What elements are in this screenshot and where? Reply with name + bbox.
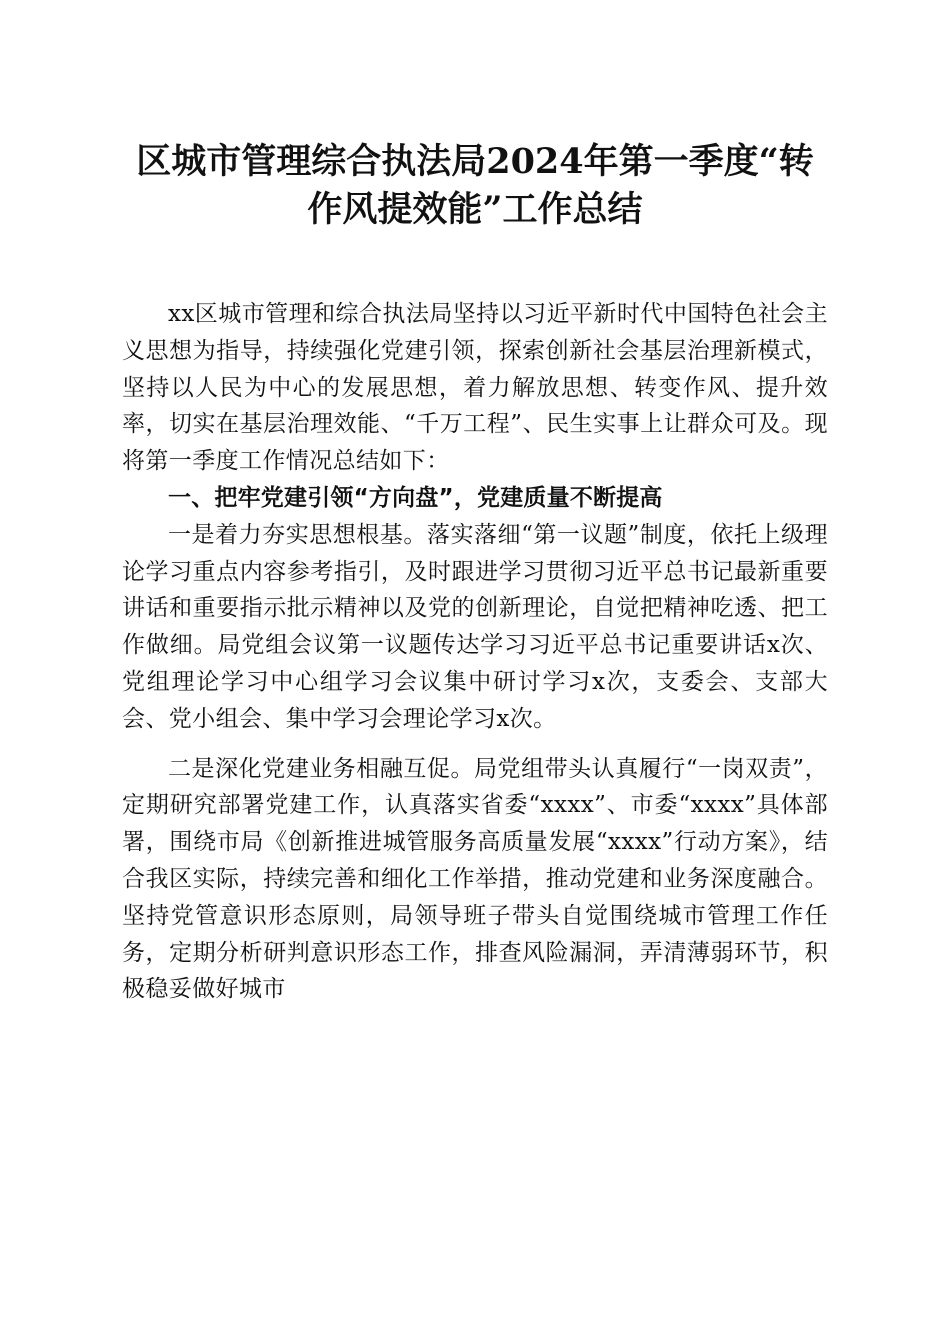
paragraph-2: 二是深化党建业务相融互促。局党组带头认真履行“一岗双责”，定期研究部署党建工作，认真落实省委“xxxx”、市委“xxxx”具体部署，围绕市局《创新推进城管服务高质量发展“xxxx”行动方案》，结合我区实际，持续完善和细化工作举措，推动党建和业务深度融合。坚持党管意识形态原则，局领导班子带头自觉围绕城市管理工作任务，定期分析研判意识形态工作，排查风险漏洞，弄清薄弱环节，积极稳妥做好城市 xyxy=(122,755,828,1003)
title-line-2: 作风提效能”工作总结 xyxy=(307,189,643,230)
title-line-1: 区城市管理综合执法局2024年第一季度“转 xyxy=(136,141,814,182)
document-body xyxy=(122,296,828,1008)
document-title xyxy=(122,138,828,234)
paragraph-gap xyxy=(122,738,828,751)
section-heading-1: 一、把牢党建引领“方向盘”，党建质量不断提高 xyxy=(168,484,663,511)
paragraph-1: 一是着力夯实思想根基。落实落细“第一议题”制度，依托上级理论学习重点内容参考指引，及时跟进学习贯彻习近平总书记最新重要讲话和重要指示批示精神以及党的创新理论，自觉把精神吃透、把工作做细。局党组会议第一议题传达学习习近平总书记重要讲话x次、党组理论学习中心组学习会议集中研讨学习x次，支委会、支部大会、党小组会、集中学习会理论学习x次。 xyxy=(122,521,828,732)
intro-paragraph: xx区城市管理和综合执法局坚持以习近平新时代中国特色社会主义思想为指导，持续强化党建引领，探索创新社会基层治理新模式，坚持以人民为中心的发展思想，着力解放思想、转变作风、提升效率，切实在基层治理效能、“千万工程”、民生实事上让群众可及。现将第一季度工作情况总结如下： xyxy=(122,301,828,475)
